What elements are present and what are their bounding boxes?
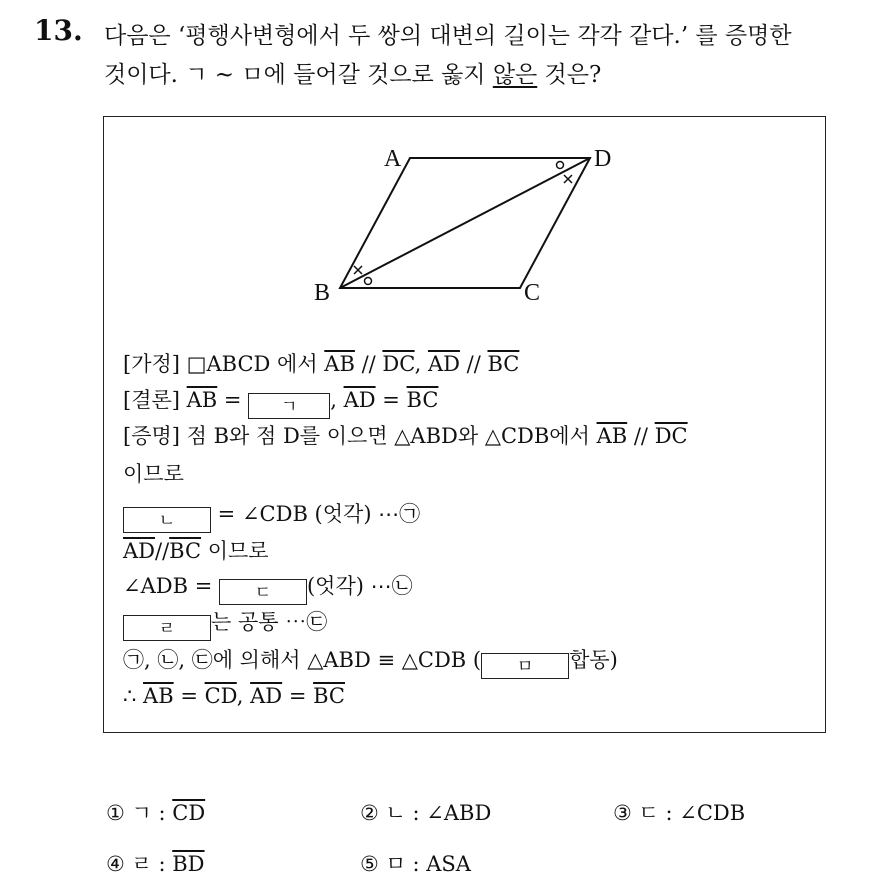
blank-box-3: ㄷ <box>219 579 307 605</box>
segment-bc: $\overline{BC}$ <box>313 684 345 708</box>
proof-head: [증명] 점 B와 점 D를 이으면 △ABD와 △CDB에서 <box>123 424 597 448</box>
therefore-sign: ∴ <box>123 684 144 708</box>
question-underlined-word: 않은 <box>492 62 538 88</box>
choice-value: $\overline{CD}$ <box>172 801 206 825</box>
angle-mark-b-circle <box>365 278 372 285</box>
equals-sign: = <box>217 388 249 412</box>
proof-statement-line2: 이므로 <box>123 462 184 486</box>
angle-mark-d-cross <box>564 175 572 183</box>
angle-mark-b-cross <box>354 266 362 274</box>
proof-step-congruence <box>123 645 618 679</box>
blank-box-4: ㄹ <box>123 615 211 641</box>
segment-dc: $\overline{DC}$ <box>654 424 688 448</box>
segment-bc: $\overline{BC}$ <box>406 388 439 412</box>
segment-cd: $\overline{CD}$ <box>204 684 237 708</box>
segment-ab: $\overline{AB}$ <box>596 424 628 448</box>
choice-separator: : <box>151 801 173 825</box>
question-text-pre: 것이다. ㄱ ~ ㅁ에 들어갈 것으로 옳지 <box>104 62 493 88</box>
choice-2[interactable] <box>360 797 491 827</box>
vertex-label-a: A <box>384 146 402 172</box>
parallelogram-diagram <box>300 140 660 310</box>
choice-key: ㄹ <box>131 852 152 876</box>
step-3-text: (엇각) ⋯㉡ <box>306 574 413 598</box>
equals-sign: = <box>282 684 314 708</box>
choice-value: ASA <box>426 852 471 876</box>
diagonal-bd <box>340 158 590 288</box>
question-number: 13. <box>34 14 83 47</box>
parallel-sign: // <box>459 352 488 376</box>
choice-number: ④ <box>106 852 125 876</box>
choice-number: ① <box>106 801 125 825</box>
vertex-label-b: B <box>314 280 331 306</box>
comma: , <box>236 684 251 708</box>
choice-separator: : <box>405 852 427 876</box>
segment-bc: $\overline{BC}$ <box>487 352 520 376</box>
proof-step-alt-angle-2 <box>123 571 413 605</box>
angle-mark-d-circle <box>557 162 564 169</box>
equals-sign: = <box>173 684 205 708</box>
choice-key: ㄱ <box>131 801 152 825</box>
proof-therefore <box>123 681 345 711</box>
blank-box-2: ㄴ <box>123 507 211 533</box>
segment-ab: $\overline{AB}$ <box>143 684 174 708</box>
choice-number: ③ <box>613 801 632 825</box>
step-3-pre: ∠ADB = <box>123 574 219 598</box>
segment-ad: $\overline{AD}$ <box>427 352 460 376</box>
segment-ab: $\overline{AB}$ <box>324 352 355 376</box>
choice-key: ㄷ <box>638 801 659 825</box>
parallel-sign: // <box>155 539 170 563</box>
blank-box-1: ㄱ <box>248 393 330 419</box>
segment-ad: $\overline{AD}$ <box>250 684 283 708</box>
parallel-sign: // <box>354 352 383 376</box>
proof-assumption <box>123 349 519 379</box>
step-1-text: = ∠CDB (엇각) ⋯㉠ <box>211 502 421 526</box>
conclusion-head: [결론] <box>123 388 187 412</box>
step-2-text: 이므로 <box>201 539 269 563</box>
proof-step-parallel <box>123 536 269 566</box>
question-text-post: 것은? <box>537 62 602 88</box>
segment-ad: $\overline{AD}$ <box>343 388 376 412</box>
choice-separator: : <box>405 801 427 825</box>
assumption-head: [가정] □ABCD 에서 <box>123 352 325 376</box>
choice-separator: : <box>658 801 680 825</box>
step-4-text: 는 공통 ⋯㉢ <box>211 610 328 634</box>
parallel-sign: // <box>627 424 655 448</box>
segment-dc: $\overline{DC}$ <box>382 352 415 376</box>
choice-value: ∠ABD <box>426 801 492 825</box>
choice-1[interactable] <box>106 797 205 827</box>
proof-step-common <box>123 607 327 641</box>
step-5-pre: ㉠, ㉡, ㉢에 의해서 △ABD ≡ △CDB ( <box>123 648 482 672</box>
choice-value: $\overline{BD}$ <box>172 852 205 876</box>
vertex-label-d: D <box>594 146 612 172</box>
comma: , <box>414 352 428 376</box>
proof-step-alt-angle-1 <box>123 499 420 533</box>
comma: , <box>330 388 344 412</box>
question-text-line1: 다음은 ‘평행사변형에서 두 쌍의 대변의 길이는 각각 같다.’ 를 증명한 <box>104 23 792 49</box>
segment-bc: $\overline{BC}$ <box>169 539 202 563</box>
choice-5[interactable] <box>360 848 471 878</box>
equals-sign: = <box>375 388 407 412</box>
choice-value: ∠CDB <box>679 801 746 825</box>
step-5-post: 합동) <box>569 648 618 672</box>
choice-number: ② <box>360 801 379 825</box>
blank-box-5: ㅁ <box>481 653 569 679</box>
question-text-line2 <box>104 56 601 89</box>
choice-number: ⑤ <box>360 852 379 876</box>
choice-key: ㅁ <box>385 852 406 876</box>
choice-key: ㄴ <box>385 801 406 825</box>
choice-3[interactable] <box>613 797 745 827</box>
proof-conclusion <box>123 385 438 419</box>
proof-statement-line1 <box>123 421 688 451</box>
segment-ab: $\overline{AB}$ <box>186 388 218 412</box>
vertex-label-c: C <box>524 280 541 306</box>
choice-4[interactable] <box>106 848 205 878</box>
segment-ad: $\overline{AD}$ <box>123 539 156 563</box>
choice-separator: : <box>151 852 173 876</box>
